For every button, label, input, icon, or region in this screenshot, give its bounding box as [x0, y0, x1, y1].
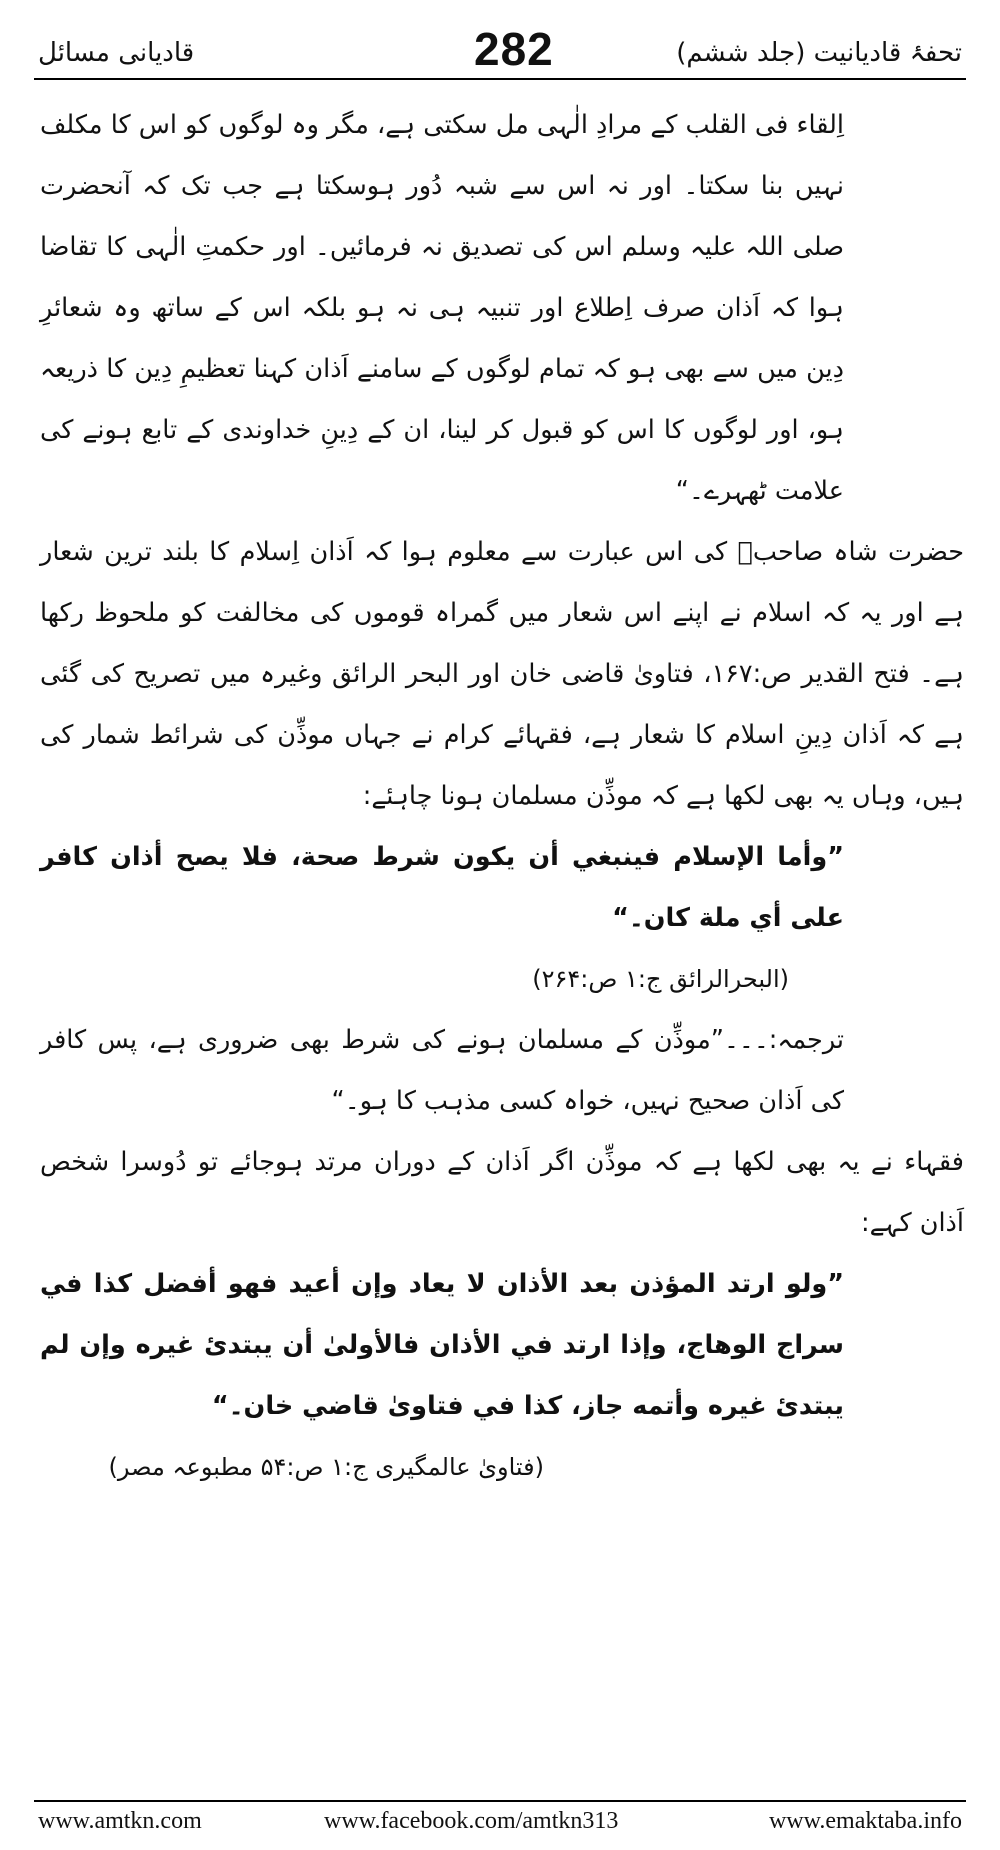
header-section-title: قادیانی مسائل	[38, 38, 195, 68]
page-header	[34, 18, 966, 80]
paragraph-2: حضرت شاہ صاحبؒ کی اس عبارت سے معلوم ہوا کہ اَذان اِسلام کا بلند ترین شعار ہے اور یہ کہ اسلام نے اپنے اس شعار میں گمراہ قوموں کی مخالفت کو ملحوظ رکھا ہے۔ فتح القدیر ص:۱۶۷، فتاویٰ قاضی خان اور البحر الرائق وغیرہ میں تصریح کی گئی ہے کہ اَذان دِینِ اسلام کا شعار ہے، فقہائے کرام نے جہاں موذِّن کی شرائط شمار کی ہیں، وہاں یہ بھی لکھا ہے کہ موذِّن مسلمان ہونا چاہئے:	[40, 537, 964, 811]
reference-2: (فتاویٰ عالمگیری ج:۱ ص:۵۴ مطبوعہ مصر)	[108, 1453, 544, 1481]
quote-paragraph-1: اِلقاء فی القلب کے مرادِ الٰہی مل سکتی ہے، مگر وہ لوگوں کو اس کا مکلف نہیں بنا سکتا۔ اور نہ اس سے شبہ دُور ہوسکتا ہے جب تک کہ آنحضرت صلی اللہ علیہ وسلم اس کی تصدیق نہ فرمائیں۔ اور حکمتِ الٰہی کا تقاضا ہوا کہ اَذان صرف اِطلاع اور تنبیہ ہی نہ ہو بلکہ اس کے ساتھ وہ شعائرِ دِین میں سے بھی ہو کہ تمام لوگوں کے سامنے اَذان کہنا تعظیمِ دِین کا ذریعہ ہو، اور لوگوں کا اس کو قبول کر لینا، ان کے دِینِ خداوندی کے تابع ہونے کی علامت ٹھہرے۔“	[40, 110, 844, 506]
page-footer	[34, 1806, 966, 1840]
page-body	[40, 95, 964, 1498]
arabic-quote-2: ”ولو ارتد المؤذن بعد الأذان لا يعاد وإن أعيد فهو أفضل كذا في سراج الوهاج، وإذا ارتد في الأذان فالأولىٰ أن يبتدئ غيره وإن لم يبتدئ غيره وأتمه جاز، كذا في فتاوىٰ قاضي خان۔“	[40, 1269, 844, 1421]
footer-link-amtkn[interactable]: www.amtkn.com	[38, 1808, 202, 1834]
reference-1: (البحرالرائق ج:۱ ص:۲۶۴)	[532, 965, 789, 993]
arabic-quote-1: ”وأما الإسلام فينبغي أن يكون شرط صحة، فلا يصح أذان كافر على أي ملة كان۔“	[40, 842, 844, 933]
page-number: 282	[474, 23, 554, 75]
translation-paragraph: ترجمہ:۔۔۔”موذِّن کے مسلمان ہونے کی شرط بھی ضروری ہے، پس کافر کی اَذان صحیح نہیں، خواہ کسی مذہب کا ہو۔“	[40, 1025, 844, 1116]
paragraph-3: فقہاء نے یہ بھی لکھا ہے کہ موذِّن اگر اَذان کے دوران مرتد ہوجائے تو دُوسرا شخص اَذان کہے:	[40, 1147, 964, 1238]
header-book-title: تحفۂ قادیانیت (جلد ششم)	[676, 38, 962, 68]
footer-divider	[34, 1800, 966, 1802]
footer-link-facebook[interactable]: www.facebook.com/amtkn313	[324, 1808, 619, 1834]
footer-link-emaktaba[interactable]: www.emaktaba.info	[768, 1808, 962, 1834]
